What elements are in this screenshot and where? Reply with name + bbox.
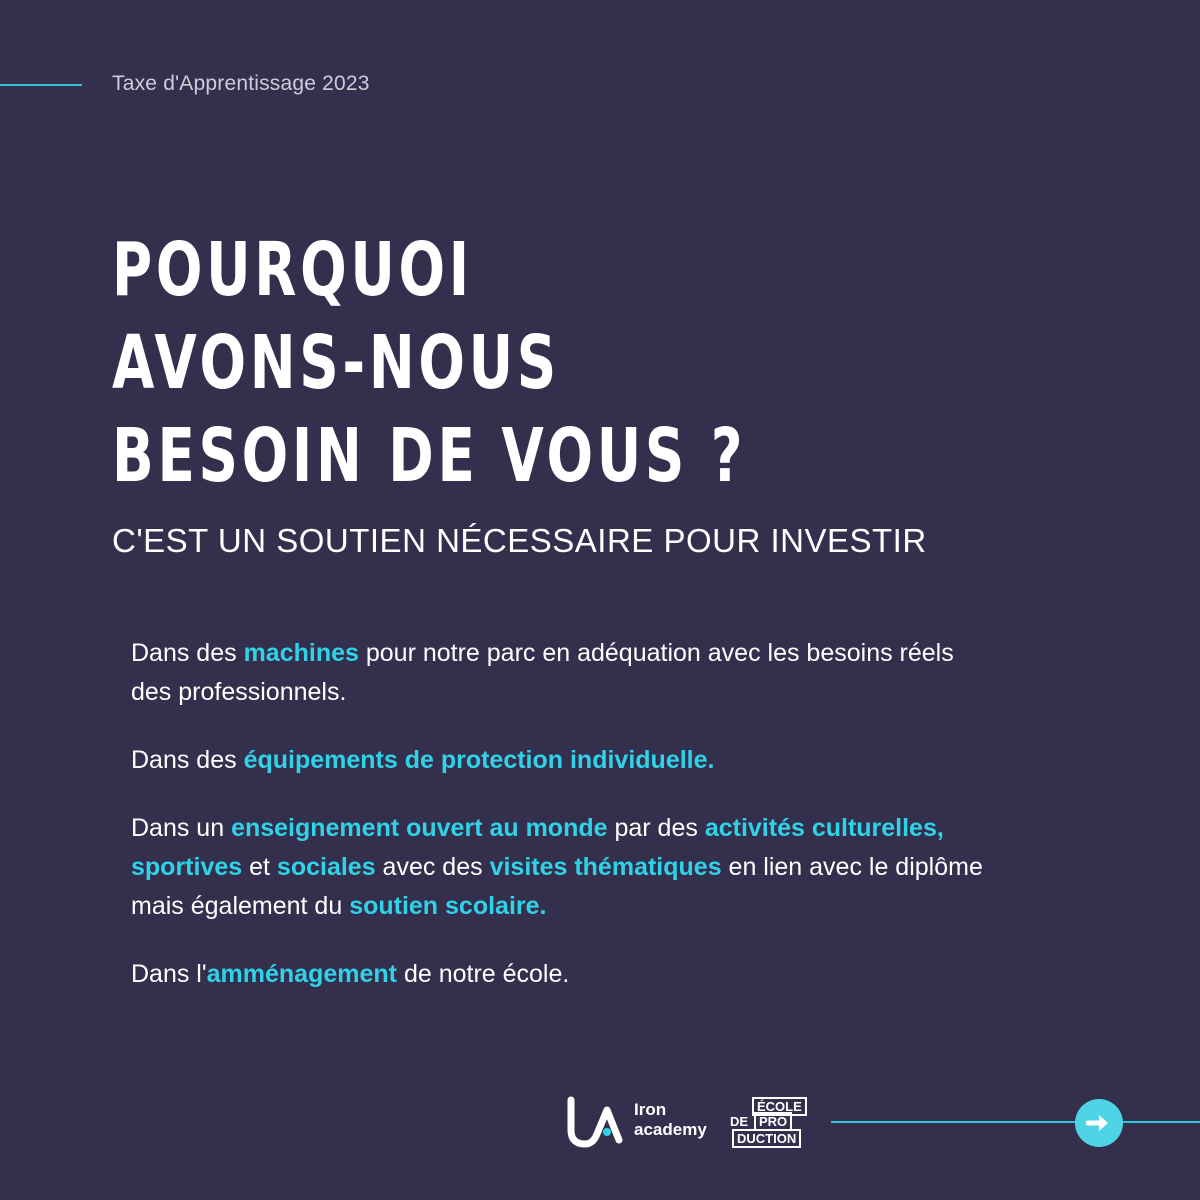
headline-line-3: BESOIN DE VOUS ? [112,413,747,499]
text-segment: Dans un [131,814,232,842]
highlight-segment: enseignement ouvert au monde [231,814,608,842]
text-segment: par des [607,814,705,842]
text-segment: de notre école. [397,960,570,988]
arrow-right-icon [1086,1112,1112,1134]
paragraph-machines [131,634,991,712]
highlight-segment: sociales [276,853,376,881]
logo-row-1: ÉCOLE [752,1097,807,1116]
paragraph-equipements [131,741,991,780]
iron-academy-wordmark [634,1100,707,1140]
text-segment: avec des [375,853,490,881]
footer [0,1090,1200,1160]
paragraph-amenagement [131,955,991,994]
text-segment: et [242,853,277,881]
top-accent-line [0,84,82,86]
logo-row-2b: PRO [754,1112,792,1131]
headline [112,224,746,503]
wordmark-line-1: Iron [634,1100,667,1119]
text-segment: Dans des [131,746,244,774]
highlight-segment: activités culturelles, sportives [131,814,944,881]
paragraph-enseignement [131,809,991,926]
headline-line-1: POURQUOI [112,227,473,313]
eyebrow-label: Taxe d'Apprentissage 2023 [112,72,370,95]
subheadline: C'EST UN SOUTIEN NÉCESSAIRE POUR INVESTIR [112,522,927,559]
text-segment: Dans des [131,639,244,667]
text-segment: en lien avec le diplôme mais également du [131,853,983,920]
highlight-segment: amménagement [206,960,397,988]
highlight-segment: visites thématiques [489,853,722,881]
body-text [131,634,991,1023]
logo-row-3: DUCTION [732,1129,801,1148]
highlight-segment: équipements de protection individuelle. [243,746,715,774]
highlight-segment: soutien scolaire. [349,892,547,920]
highlight-segment: machines [243,639,359,667]
text-segment: Dans l' [131,960,207,988]
wordmark-line-2: academy [634,1120,707,1139]
ecole-de-production-logo [728,1097,806,1147]
next-button[interactable] [1075,1099,1123,1147]
text-segment: pour notre parc en adéquation avec les besoins réels des professionnels. [131,639,954,706]
iron-academy-logo-icon [563,1096,629,1150]
headline-line-2: AVONS-NOUS [112,320,560,406]
logo-row-2a: DE [730,1114,749,1129]
footer-accent-line [831,1121,1200,1123]
